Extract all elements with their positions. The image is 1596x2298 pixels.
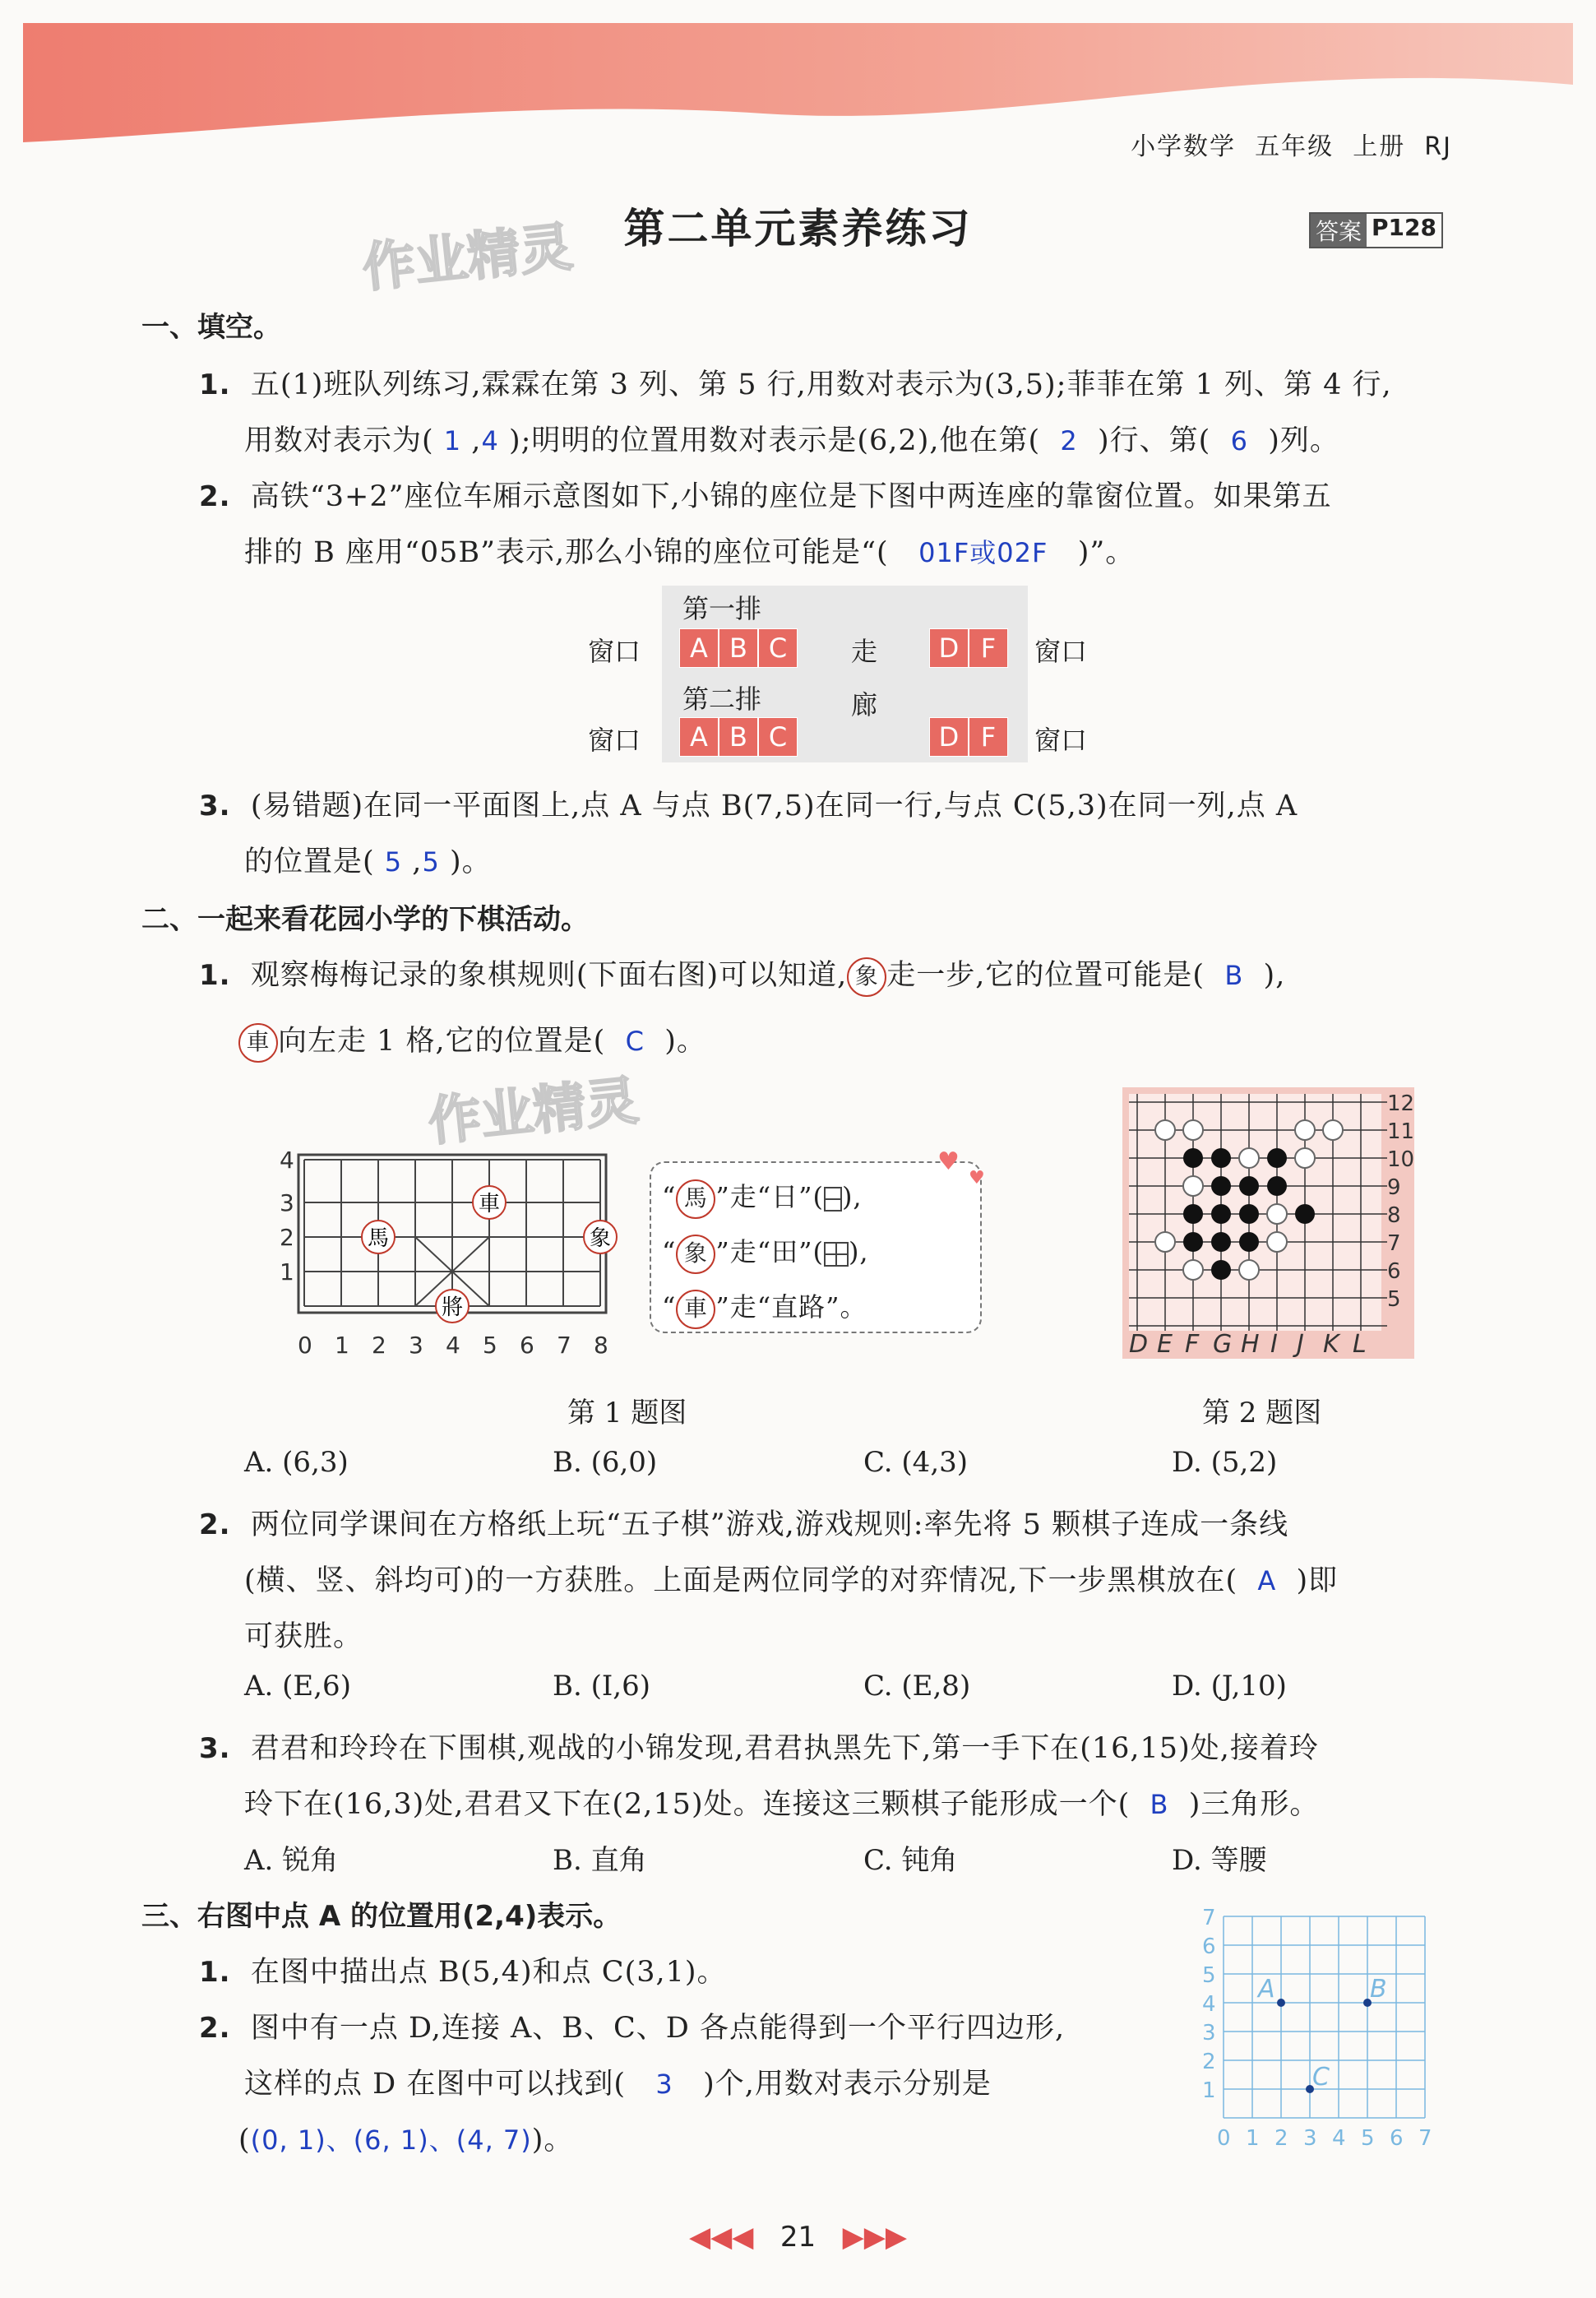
answer-reference: 答案 P128 [1309, 212, 1443, 248]
page-title: 第二单元素养练习 [623, 205, 973, 253]
section-1-heading: 一、填空。 [141, 311, 281, 344]
option: B. (6,0) [553, 1446, 658, 1479]
seat-d: D [929, 628, 969, 668]
option: D. (J,10) [1172, 1670, 1287, 1703]
q3-2-line1: 2. 图中有一点 D,连接 A、B、C、D 各点能得到一个平行四边形, [199, 2012, 1066, 2045]
q2-2-line1: 2. 两位同学课间在方格纸上玩“五子棋”游戏,游戏规则:率先将 5 颗棋子连成一条线 [199, 1508, 1289, 1541]
seat-a: A [679, 717, 719, 757]
x-tick: 4 [446, 1332, 460, 1359]
seat-c: C [758, 628, 798, 668]
row-label: 第二排 [682, 683, 762, 715]
y-tick: 7 [1387, 1231, 1401, 1256]
gomoku-board [1122, 1087, 1414, 1359]
x-tick: 4 [1332, 2126, 1346, 2151]
y-tick: 12 [1387, 1091, 1414, 1116]
x-tick: F [1185, 1330, 1200, 1359]
y-tick: 6 [1387, 1259, 1401, 1284]
heart-icon: ♥ [969, 1168, 985, 1188]
coordinate-grid [1199, 1900, 1446, 2163]
q2-1-line2: 車 向左走 1 格,它的位置是( C )。 [238, 1018, 706, 1063]
seat-c: C [758, 717, 798, 757]
answer: 6 [1230, 425, 1248, 456]
y-tick: 4 [280, 1147, 294, 1174]
x-tick: J [1297, 1330, 1304, 1359]
tian-pattern-icon [824, 1242, 849, 1267]
x-tick: 6 [1390, 2126, 1404, 2151]
answer: A [1257, 1565, 1277, 1596]
answer: 1 [443, 425, 462, 456]
answer: 4 [481, 425, 499, 456]
figure-caption: 第 1 题图 [567, 1397, 687, 1429]
che-piece-icon: 車 [676, 1290, 715, 1329]
y-tick: 1 [1202, 2078, 1216, 2103]
q3-2-line3: ((0, 1)、(6, 1)、(4, 7))。 [238, 2124, 574, 2157]
watermark: 作业精灵 [425, 1070, 641, 1154]
rule-ma: “ 馬 ”走“日”( ), [662, 1176, 863, 1219]
y-tick: 1 [280, 1258, 294, 1286]
answer: C [625, 1026, 645, 1057]
svg-text:馬: 馬 [367, 1226, 390, 1251]
jiang-piece [436, 1290, 469, 1323]
window-label: 窗口 [588, 725, 641, 756]
option: C. (E,8) [863, 1670, 971, 1703]
y-tick: 6 [1202, 1934, 1216, 1959]
che-piece-icon: 車 [238, 1023, 278, 1063]
y-tick: 2 [280, 1224, 294, 1251]
q1-3-line1: 3. (易错题)在同一平面图上,点 A 与点 B(7,5)在同一行,与点 C(5,3)在同一列,点 A [199, 790, 1298, 822]
x-tick: K [1323, 1330, 1339, 1359]
option: B. 直角 [553, 1844, 647, 1877]
figure-caption: 第 2 题图 [1202, 1397, 1322, 1429]
seat-f: F [969, 717, 1008, 757]
section-2-heading: 二、一起来看花园小学的下棋活动。 [141, 903, 589, 936]
y-tick: 8 [1387, 1203, 1401, 1228]
q2-3-line2: 玲下在(16,3)处,君君又下在(2,15)处。连接这三颗棋子能形成一个( B )三角形。 [244, 1788, 1320, 1821]
x-tick: 2 [372, 1332, 386, 1359]
answer: 01F或02F [918, 537, 1048, 568]
svg-text:車: 車 [478, 1192, 501, 1216]
x-tick: I [1270, 1330, 1278, 1359]
ma-piece-icon: 馬 [676, 1179, 715, 1219]
x-tick: 7 [1418, 2126, 1432, 2151]
ma-piece [362, 1221, 395, 1253]
window-label: 窗口 [1034, 725, 1088, 756]
answer: 5 [384, 846, 403, 878]
xiang-piece-icon: 象 [676, 1235, 715, 1274]
x-tick: 0 [1217, 2126, 1231, 2151]
left-arrows-icon: ◀◀◀ [688, 2221, 754, 2254]
aisle-label: 走 [851, 636, 878, 667]
q1-3-line2: 的位置是( 5 ,5 )。 [244, 846, 492, 878]
option: A. 锐角 [244, 1844, 339, 1877]
window-label: 窗口 [588, 636, 641, 667]
y-tick: 3 [280, 1189, 294, 1216]
y-tick: 4 [1202, 1992, 1216, 2017]
y-tick: 3 [1202, 2021, 1216, 2045]
answer: B [1224, 960, 1244, 991]
x-tick: 3 [1303, 2126, 1317, 2151]
answer: 2 [1060, 425, 1078, 456]
seat-a: A [679, 628, 719, 668]
q3-1: 1. 在图中描出点 B(5,4)和点 C(3,1)。 [199, 1956, 727, 1989]
right-arrows-icon: ▶▶▶ [842, 2221, 908, 2254]
option: A. (6,3) [244, 1446, 349, 1479]
answer: B [1150, 1789, 1169, 1820]
x-tick: H [1241, 1330, 1260, 1359]
x-tick: 2 [1274, 2126, 1288, 2151]
y-tick: 2 [1202, 2050, 1216, 2074]
seat-b: B [719, 628, 758, 668]
x-tick: 5 [483, 1332, 497, 1359]
svg-text:象: 象 [589, 1226, 612, 1251]
x-tick: 7 [557, 1332, 571, 1359]
ri-pattern-icon [824, 1187, 842, 1212]
watermark: 作业精灵 [359, 216, 576, 300]
q1-1-line2: 用数对表示为( 1 ,4 );明明的位置用数对表示是(6,2),他在第( 2 )行、第( 6 )列。 [244, 424, 1339, 457]
x-tick: 1 [1246, 2126, 1260, 2151]
x-tick: 5 [1361, 2126, 1375, 2151]
x-tick: 0 [298, 1332, 312, 1359]
q1-2-line2: 排的 B 座用“05B”表示,那么小锦的座位可能是“( 01F或02F )”。 [244, 536, 1136, 569]
x-tick: 8 [594, 1332, 608, 1359]
q3-2-line2: 这样的点 D 在图中可以找到( 3 )个,用数对表示分别是 [244, 2068, 992, 2101]
row-label: 第一排 [682, 593, 762, 624]
aisle-label: 廊 [851, 689, 878, 720]
x-tick: 6 [520, 1332, 534, 1359]
x-tick: E [1157, 1330, 1173, 1359]
section-3-heading: 三、右图中点 A 的位置用(2,4)表示。 [141, 1900, 622, 1933]
y-tick: 9 [1387, 1175, 1401, 1200]
rule-xiang: “ 象 ”走“田”( ), [662, 1231, 869, 1274]
option: C. 钝角 [863, 1844, 958, 1877]
x-tick: D [1129, 1330, 1149, 1359]
option: C. (4,3) [863, 1446, 969, 1479]
svg-text:將: 將 [441, 1295, 464, 1320]
seat-d: D [929, 717, 969, 757]
y-tick: 5 [1202, 1963, 1216, 1988]
q2-3-line1: 3. 君君和玲玲在下围棋,观战的小锦发现,君君执黑先下,第一手下在(16,15)处,接着玲 [199, 1732, 1319, 1765]
x-tick: 1 [335, 1332, 349, 1359]
x-tick: L [1353, 1330, 1367, 1359]
y-tick: 10 [1387, 1147, 1414, 1172]
xiang-piece [584, 1221, 617, 1253]
rule-che: “ 車 ”走“直路”。 [662, 1286, 867, 1329]
q2-1-line1: 1. 观察梅梅记录的象棋规则(下面右图)可以知道, 象 走一步,它的位置可能是( B ), [199, 952, 1285, 997]
q1-2-line1: 2. 高铁“3+2”座位车厢示意图如下,小锦的座位是下图中两连座的靠窗位置。如果第五 [199, 480, 1332, 513]
heart-icon: ♥ [937, 1147, 960, 1176]
header-subject: 小学数学 五年级 上册 RJ [1131, 132, 1452, 161]
option: D. 等腰 [1172, 1844, 1267, 1877]
answer: (0, 1)、(6, 1)、(4, 7) [250, 2124, 532, 2156]
seat-b: B [719, 717, 758, 757]
che-piece [473, 1186, 506, 1219]
seat-f: F [969, 628, 1008, 668]
point-b-label: B [1370, 1975, 1387, 2004]
page-number: ◀◀◀ 21 ▶▶▶ [688, 2221, 908, 2254]
answer: 3 [655, 2069, 673, 2100]
point-a [1277, 1999, 1285, 2007]
q2-2-line3: 可获胜。 [244, 1620, 363, 1653]
option: D. (5,2) [1172, 1446, 1278, 1479]
y-tick: 7 [1202, 1906, 1216, 1930]
point-c-label: C [1312, 2063, 1330, 2092]
y-tick: 5 [1387, 1287, 1401, 1312]
x-tick: 3 [409, 1332, 423, 1359]
y-tick: 11 [1387, 1119, 1414, 1144]
option: B. (I,6) [553, 1670, 650, 1703]
xiang-piece-icon: 象 [847, 957, 886, 997]
point-a-label: A [1258, 1975, 1275, 2004]
xiangqi-board [267, 1143, 629, 1369]
option: A. (E,6) [244, 1670, 351, 1703]
x-tick: G [1213, 1330, 1233, 1359]
answer: 5 [422, 846, 440, 878]
window-label: 窗口 [1034, 636, 1088, 667]
q2-2-line2: (横、竖、斜均可)的一方获胜。上面是两位同学的对弈情况,下一步黑棋放在( A )即 [244, 1564, 1339, 1597]
q1-1-line1: 1. 五(1)班队列练习,霖霖在第 3 列、第 5 行,用数对表示为(3,5);菲菲在第 1 列、第 4 行, [199, 368, 1392, 401]
